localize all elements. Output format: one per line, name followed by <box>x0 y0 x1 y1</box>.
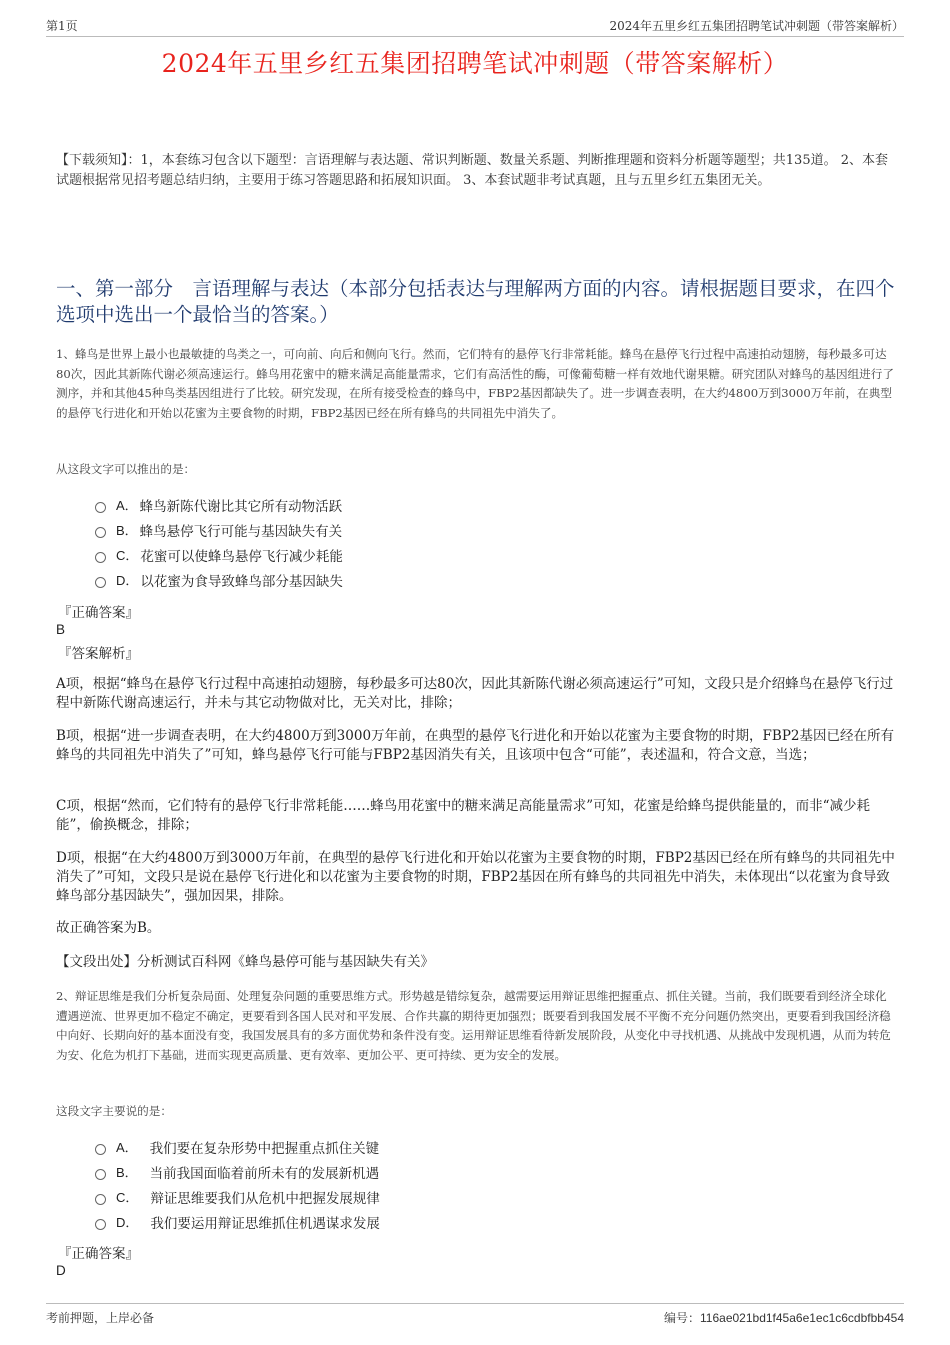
footer-code-label: 编号： <box>664 1311 701 1325</box>
analysis-paragraph-c: C项，根据“然而，它们特有的悬停飞行非常耗能……蜂鸟用花蜜中的糖来满足高能量需求”可知，花蜜是给蜂鸟提供能量的，而非“减少耗能”，偷换概念，排除； <box>56 798 871 833</box>
analysis-conclusion: 故正确答案为B。 <box>56 920 161 936</box>
question-2-prompt: 这段文字主要说的是： <box>56 1104 172 1118</box>
option-b[interactable] <box>95 1159 890 1184</box>
footer-slogan: 考前押题，上岸必备 <box>46 1311 155 1325</box>
correct-answer: D <box>56 1263 66 1278</box>
option-letter: B． <box>116 523 138 538</box>
radio-icon[interactable] <box>95 577 106 588</box>
option-text: 我们要运用辩证思维抓住机遇谋求发展 <box>150 1215 380 1232</box>
download-notice: 【下载须知】：1，本套练习包含以下题型：言语理解与表达题、常识判断题、数量关系题、判断推理题和资料分析题等题型；共135道。 2、本套试题根据常见招考题总结归纳，主要用于练习答题思路和拓展知识面。 3、本套试题非考试真题，且与五里乡红五集团无关。 <box>56 153 888 188</box>
option-letter: A． <box>116 1140 138 1155</box>
option-letter: B． <box>116 1165 138 1180</box>
option-text: 蜂鸟新陈代谢比其它所有动物活跃 <box>139 498 343 515</box>
option-letter: C． <box>116 1190 139 1205</box>
radio-icon[interactable] <box>95 552 106 563</box>
option-text: 蜂鸟悬停飞行可能与基因缺失有关 <box>139 523 343 540</box>
page-footer <box>46 1303 904 1326</box>
radio-icon[interactable] <box>95 527 106 538</box>
analysis-paragraph-a: A项，根据“蜂鸟在悬停飞行过程中高速拍动翅膀，每秒最多可达80次，因此其新陈代谢必须高速运行”可知，文段只是介绍蜂鸟在悬停飞行过程中新陈代谢高速运行，并未与其它动物做对比，无关对比，排除； <box>56 676 894 711</box>
footer-code: 116ae021bd1f45a6e1ec1c6cdbfbb454 <box>700 1311 904 1325</box>
option-text: 我们要在复杂形势中把握重点抓住关键 <box>149 1140 380 1157</box>
option-d[interactable] <box>95 1209 890 1234</box>
option-letter: C． <box>116 548 139 563</box>
option-letter: A． <box>116 498 138 513</box>
option-text: 以花蜜为食导致蜂鸟部分基因缺失 <box>140 573 343 590</box>
option-letter: D． <box>116 573 139 588</box>
question-1-prompt: 从这段文字可以推出的是： <box>56 462 196 476</box>
page-header <box>46 14 904 37</box>
option-text: 辩证思维要我们从危机中把握发展规律 <box>150 1190 380 1207</box>
radio-icon[interactable] <box>95 1169 106 1180</box>
correct-answer-label: 『正确答案』 <box>58 1246 139 1262</box>
option-c[interactable] <box>95 542 890 567</box>
option-a[interactable] <box>95 492 890 517</box>
correct-answer-label: 『正确答案』 <box>58 605 139 621</box>
radio-icon[interactable] <box>95 502 106 513</box>
document-title: 2024年五里乡红五集团招聘笔试冲刺题（带答案解析） <box>161 49 789 78</box>
question-2-options <box>95 1134 890 1234</box>
analysis-paragraph-d: D项，根据“在大约4800万到3000万年前，在典型的悬停飞行进化和开始以花蜜为主要食物的时期，FBP2基因已经在所有蜂鸟的共同祖先中消失了”可知，文段只是说在悬停飞行进化和以花蜜为主要食物的时期，FBP2基因在所有蜂鸟的共同祖先中消失，未体现出“以花蜜为食导致蜂鸟部分基因缺失”，强加因果，排除。 <box>56 850 895 904</box>
option-a[interactable] <box>95 1134 890 1159</box>
question-1-text: 1、蜂鸟是世界上最小也最敏捷的鸟类之一，可向前、向后和侧向飞行。然而，它们特有的悬停飞行非常耗能。蜂鸟在悬停飞行过程中高速拍动翅膀，每秒最多可达80次，因此其新陈代谢必须高速运行。蜂鸟用花蜜中的糖来满足高能量需求，它们有高活性的酶，可像葡萄糖一样有效地代谢果糖。研究团队对蜂鸟的基因组进行了测序，并和其他45种鸟类基因组进行了比较。研究发现，在所有接受检查的蜂鸟中，FBP2基因都缺失了。进一步调查表明，在大约4800万到3000万年前，在典型的悬停飞行进化和开始以花蜜为主要食物的时期，FBP2基因已经在所有蜂鸟的共同祖先中消失了。 <box>56 347 894 420</box>
question-2-text: 2、辩证思维是我们分析复杂局面、处理复杂问题的重要思维方式。形势越是错综复杂，越需要运用辩证思维把握重点、抓住关键。当前，我们既要看到经济全球化遭遇逆流、世界更加不稳定不确定，更要看到各国人民对和平发展、合作共赢的期待更加强烈；既要看到我国发展不平衡不充分问题仍然突出，更要看到我国经济稳中向好、长期向好的基本面没有变，我国发展具有的多方面优势和条件没有变。运用辩证思维看待新发展阶段，从变化中寻找机遇、从挑战中发现机遇，从而为转危为安、化危为机打下基础，进而实现更高质量、更有效率、更加公平、更可持续、更为安全的发展。 <box>56 989 891 1062</box>
option-d[interactable] <box>95 567 890 592</box>
option-letter: D． <box>116 1215 139 1230</box>
radio-icon[interactable] <box>95 1219 106 1230</box>
radio-icon[interactable] <box>95 1144 106 1155</box>
analysis-label: 『答案解析』 <box>58 646 139 662</box>
correct-answer: B <box>56 622 66 637</box>
page-number: 第1页 <box>46 19 78 33</box>
option-text: 当前我国面临着前所未有的发展新机遇 <box>149 1165 380 1182</box>
analysis-paragraph-b: B项，根据“进一步调查表明，在大约4800万到3000万年前，在典型的悬停飞行进化和开始以花蜜为主要食物的时期，FBP2基因已经在所有蜂鸟的共同祖先中消失了”可知，蜂鸟悬停飞行可能与FBP2基因消失有关，且该项中包含“可能”，表述温和，符合文意，当选； <box>56 728 894 763</box>
option-c[interactable] <box>95 1184 890 1209</box>
option-b[interactable] <box>95 517 890 542</box>
footer-code-block <box>664 1309 904 1326</box>
source-note: 【文段出处】分析测试百科网《蜂鸟悬停可能与基因缺失有关》 <box>56 954 434 970</box>
option-text: 花蜜可以使蜂鸟悬停飞行减少耗能 <box>140 548 343 565</box>
radio-icon[interactable] <box>95 1194 106 1205</box>
header-doc-title: 2024年五里乡红五集团招聘笔试冲刺题（带答案解析） <box>609 19 904 33</box>
section-heading: 一、第一部分 言语理解与表达（本部分包括表达与理解两方面的内容。请根据题目要求，在四个选项中选出一个最恰当的答案。） <box>56 277 895 326</box>
question-1-options <box>95 492 890 592</box>
